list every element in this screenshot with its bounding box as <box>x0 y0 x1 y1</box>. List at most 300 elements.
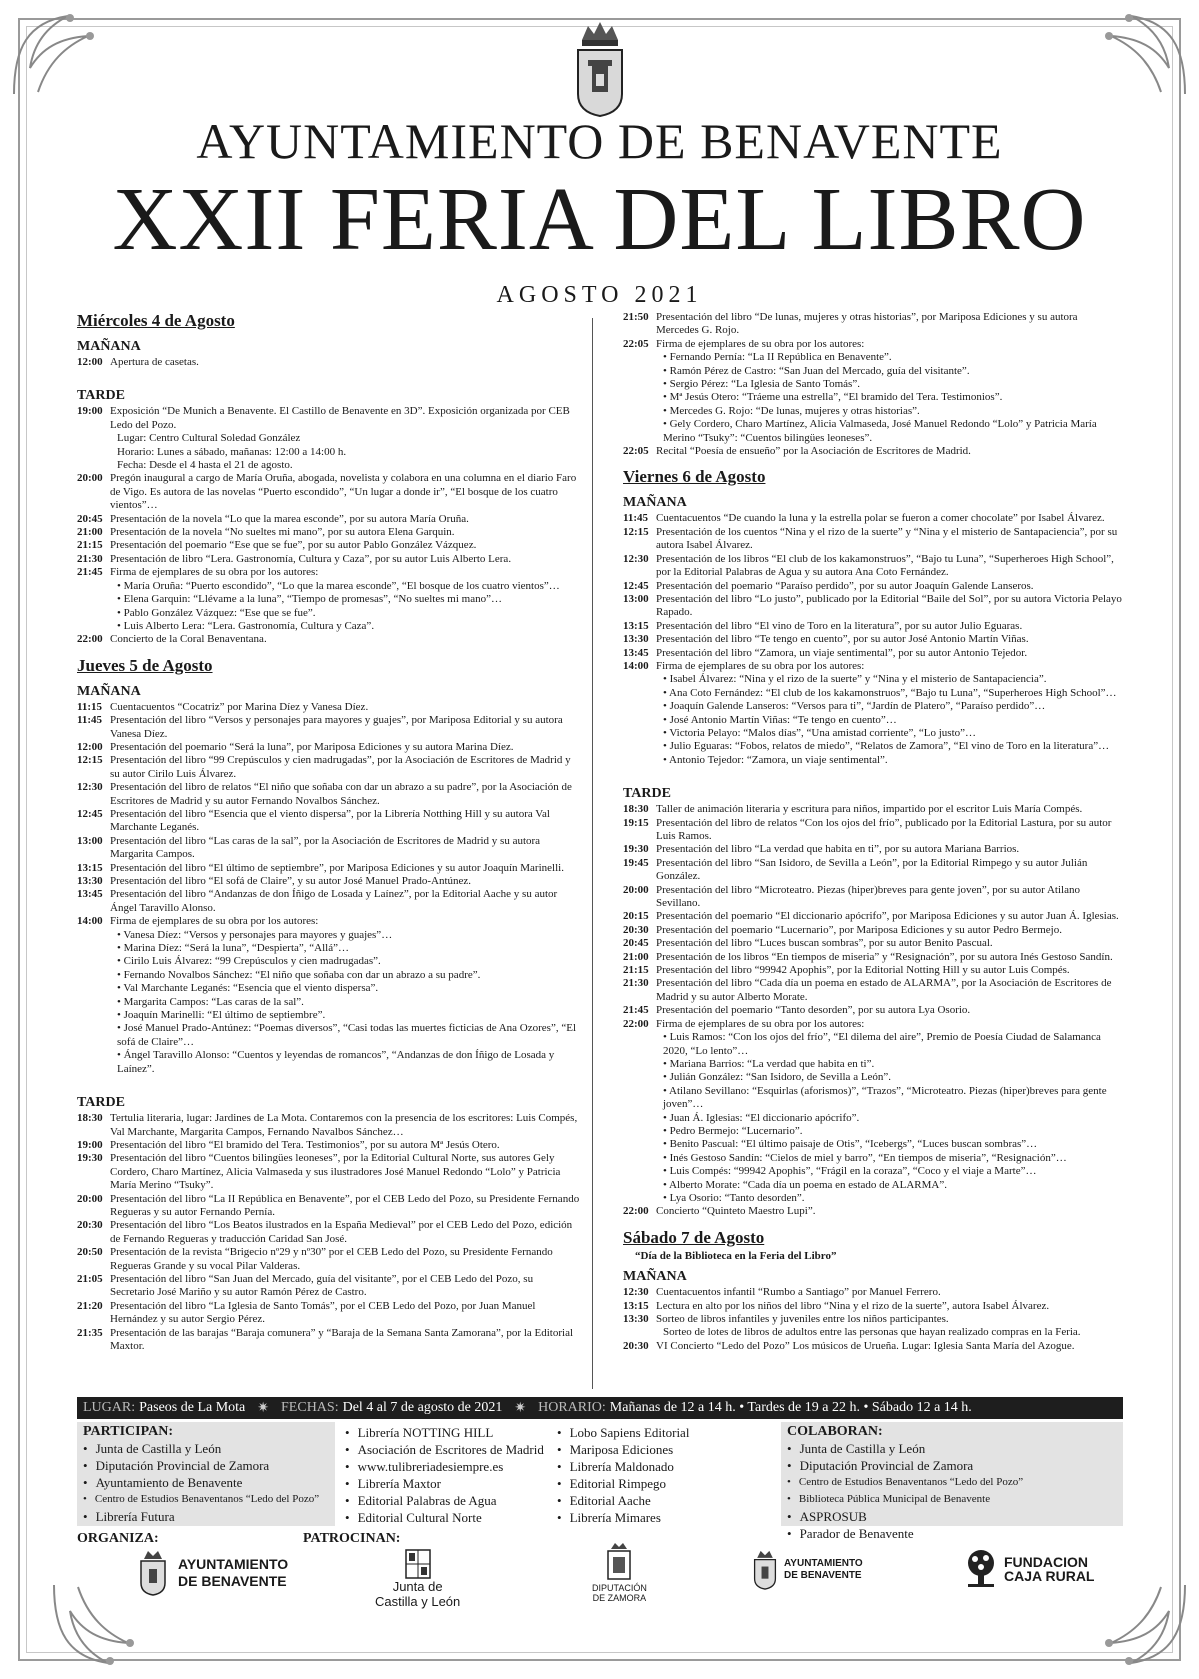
event-description: Presentación del libro “La II República en Benavente”, por el CEB Ledo del Pozo, su Presidente Fernando Regueras y su autor Fernando Pernía. <box>110 1192 580 1218</box>
logo-ayuntamiento-2 <box>752 1549 863 1591</box>
partner-item: • Librería NOTTING HILL <box>345 1424 545 1441</box>
event-time: 20:30 <box>623 1339 649 1352</box>
event-detail: Lugar: Centro Cultural Soledad González <box>117 432 301 445</box>
event-description: Presentación del poemario “Lucernario”, por Mariposa Ediciones y su autor Pedro Bermejo. <box>656 923 1062 936</box>
event-time: 21:15 <box>77 539 103 552</box>
event-description: Presentación del libro “Los Beatos ilustrados en la España Medieval” por el CEB Ledo del Pozo, edición de Fernando Regueras y traducción Caridad San José. <box>110 1219 573 1245</box>
event-row <box>623 1004 1123 1017</box>
signing-author-item: • Marina Díez: “Será la luna”, “Despierta”, “Allá”… <box>117 942 349 955</box>
day-heading: Jueves 5 de Agosto <box>77 655 213 675</box>
event-row <box>623 951 1123 964</box>
event-row <box>623 647 1123 660</box>
event-row <box>623 843 1123 856</box>
event-time: 19:30 <box>623 843 649 856</box>
section-heading: MAÑANA <box>623 495 687 511</box>
event-description: Presentación de los cuentos “Nina y el rizo de la suerte” y “Nina y el misterio de Santapaciencia”, por su autora Isabel Álvarez. <box>656 525 1118 552</box>
partner-item: • Junta de Castilla y León <box>787 1440 1117 1457</box>
event-description: Presentación del libro “El bramido del Tera. Testimonios”, por su autora Mª Jesús Otero. <box>110 1138 500 1151</box>
place-label: LUGAR: <box>83 1400 136 1415</box>
signing-author-item: • José Antonio Martín Viñas: “Te tengo en cuento”… <box>663 713 897 726</box>
event-list <box>623 1286 1123 1353</box>
signing-author-item: • Ángel Taravillo Alonso: “Cuentos y leyendas de romancos”, “Andanzas de don Íñigo de Losada y Laínez”. <box>117 1049 555 1075</box>
event-row <box>623 1313 1123 1326</box>
event-time: 12:00 <box>77 356 103 368</box>
signing-author-item: • Juan Á. Iglesias: “El diccionario apócrifo”. <box>663 1111 860 1124</box>
partner-item: • Parador de Benavente <box>787 1525 1117 1542</box>
signing-author-item: • Lya Osorio: “Tanto desorden”. <box>663 1191 805 1204</box>
event-row <box>77 553 580 566</box>
event-row <box>77 539 580 552</box>
signing-author-item: • Pablo González Vázquez: “Ese que se fue”. <box>117 606 316 619</box>
signing-author-item: • Vanesa Díez: “Versos y personajes para mayores y guajes”… <box>117 928 393 941</box>
event-row <box>77 741 580 754</box>
event-description: Cuentacuentos “Cocatriz” por Marina Díez y Vanesa Díez. <box>110 700 369 713</box>
event-row <box>77 1273 580 1300</box>
logo-text: DIPUTACIÓN <box>592 1583 647 1593</box>
event-row <box>77 1193 580 1220</box>
event-row <box>623 660 1123 673</box>
event-description: Presentación del poemario “Será la luna”, por Mariposa Ediciones y su autora Marina Díez. <box>110 740 514 753</box>
event-row <box>77 754 580 781</box>
collaborator-items <box>787 1440 1117 1542</box>
coat-of-arms-icon <box>570 12 630 120</box>
event-row <box>623 593 1123 620</box>
event-time: 20:00 <box>77 472 103 485</box>
logo-text: AYUNTAMIENTO <box>784 1558 863 1569</box>
tree-icon <box>962 1549 1000 1589</box>
event-description: Presentación del libro “La verdad que habita en ti”, por su autora Mariana Barrios. <box>656 843 1020 856</box>
dates-value: Del 4 al 7 de agosto de 2021 <box>342 1400 503 1415</box>
logo-text: DE BENAVENTE <box>178 1573 287 1589</box>
logo-text: AYUNTAMIENTO <box>178 1556 289 1572</box>
logo-diputacion <box>592 1541 647 1603</box>
participants-list <box>345 1422 545 1526</box>
signing-author-item: • Atilano Sevillano: “Esquirlas (aforismos)”, “Trazos”, “Microteatro. Piezas (hiper)breves para gente joven”… <box>663 1084 1107 1111</box>
signing-author-item: • Julián González: “San Isidoro, de Sevilla a León”. <box>663 1071 892 1084</box>
event-description: Presentación del libro de relatos “El niño que soñaba con dar un abrazo a su padre”, por la Asociación de Escritores de Madrid y su autor Fernando Novalbos Sánchez. <box>110 781 572 807</box>
event-description: Presentación del libro “Lo justo”, publicado por la Editorial “Baile del Sol”, por su autora Victoria Pelayo Rapado. <box>656 592 1122 619</box>
signing-author-item: • Isabel Álvarez: “Nina y el rizo de la suerte” y “Nina y el misterio de Santapaciencia”. <box>663 673 1047 686</box>
event-row <box>623 977 1123 1004</box>
event-row <box>77 915 580 928</box>
partner-item: • Mariposa Ediciones <box>557 1441 757 1458</box>
event-row <box>77 835 580 862</box>
ornament-corner-icon <box>8 1579 140 1671</box>
signing-author-item: • Mercedes G. Rojo: “De lunas, mujeres y otras historias”. <box>663 404 920 417</box>
event-description: Tertulia literaria, lugar: Jardines de La Mota. Contaremos con la presencia de los escritores: Luis Compés, Val Marchante, Margarita Campos, Fernando Navalbos Sánchez… <box>110 1112 578 1138</box>
event-time: 12:15 <box>77 754 103 767</box>
event-description: Presentación de los libros “El club de los kakamonstruos”, “Bajo tu Luna”, “Superheroes High School”, por la Editorial Palabras de Agua y su autora Ana Coto Fernández. <box>656 552 1114 579</box>
event-time: 13:30 <box>623 633 649 646</box>
event-time: 11:15 <box>77 700 103 713</box>
event-detail: Horario: Lunes a sábado, mañanas: 12:00 a 14:00 h. <box>117 445 347 458</box>
event-time: 20:50 <box>77 1246 103 1259</box>
event-time: 20:00 <box>623 883 649 896</box>
event-description: Presentación del libro “Cuentos bilingües leoneses”, por la Editorial Cultural Norte, sus autores Gely Cordero, Charo Martínez, Alicia Valmaseda y sus ilustradores José Manuel Redondo “Lolo” y Patricia María Merino “Tsuky”. <box>110 1152 561 1192</box>
signing-author-item: • José Manuel Prado-Antúnez: “Poemas diversos”, “Casi todas las muertes ficticias de Ana Ozores”, “El sofá de Claire”… <box>117 1022 576 1048</box>
event-time: 22:05 <box>623 337 649 350</box>
event-time: 21:45 <box>77 566 103 579</box>
event-time: 13:15 <box>623 619 649 632</box>
event-row <box>77 888 580 915</box>
partner-item: • Ayuntamiento de Benavente <box>83 1474 329 1491</box>
event-description: Presentación de libro “Lera. Gastronomía, Cultura y Caza”, por su autor Luis Alberto Lera. <box>110 552 512 565</box>
collaborators-list <box>781 1422 1123 1541</box>
partner-item: • Librería Futura <box>83 1508 329 1525</box>
event-row <box>623 817 1123 844</box>
event-row <box>623 910 1123 923</box>
signing-author-item: • Gely Cordero, Charo Martínez, Alicia Valmaseda, José Manuel Redondo “Lolo” y Patricia María Merino “Tsuky”: “Cuentos bilingües leoneses”. <box>663 418 1097 444</box>
column-divider <box>592 318 593 1389</box>
signing-author-item: • Cirilo Luis Álvarez: “99 Crepúsculos y cien madrugadas”. <box>117 955 381 968</box>
ornament-corner-icon <box>1099 8 1191 100</box>
partner-item: • Centro de Estudios Benaventanos “Ledo del Pozo” <box>83 1491 329 1508</box>
event-description: Lectura en alto por los niños del libro “Nina y el rizo de la suerte”, autora Isabel Álvarez. <box>656 1299 1050 1312</box>
signing-author-item: • Sergio Pérez: “La Iglesia de Santo Tomás”. <box>663 378 860 391</box>
event-time: 19:30 <box>77 1152 103 1165</box>
event-time: 13:00 <box>77 834 103 847</box>
partner-item: • Biblioteca Pública Municipal de Benavente <box>787 1491 1117 1508</box>
star-icon: ✷ <box>514 1400 527 1416</box>
event-time: 21:30 <box>623 977 649 990</box>
event-row <box>77 513 580 526</box>
partner-item: • Editorial Aache <box>557 1492 757 1509</box>
section-heading: MAÑANA <box>77 339 141 354</box>
event-description: Presentación del libro “Cada día un poema en estado de ALARMA”, por la Asociación de Escritores de Madrid y su autor Alberto Morate. <box>656 977 1112 1003</box>
event-time: 13:45 <box>623 646 649 659</box>
signing-author-item: • Joaquín Marinelli: “El último de septiembre”. <box>117 1009 326 1022</box>
day-subtitle: “Día de la Biblioteca en la Feria del Libro” <box>635 1249 837 1262</box>
event-time: 21:05 <box>77 1272 103 1285</box>
event-description: Presentación de la novela “Lo que la marea esconde”, por su autora María Oruña. <box>110 512 469 525</box>
event-row <box>623 445 1123 458</box>
event-time: 21:15 <box>623 964 649 977</box>
event-time: 21:20 <box>77 1299 103 1312</box>
event-row <box>623 553 1123 580</box>
day-heading: Sábado 7 de Agosto <box>623 1227 765 1247</box>
partner-item: • Asociación de Escritores de Madrid <box>345 1441 545 1458</box>
event-description: Presentación del libro “San Juan del Mercado, guía del visitante”, por el CEB Ledo del Pozo, su Secretario José Mariño y su autor Ramón Pérez de Castro. <box>110 1272 534 1299</box>
section-heading: MAÑANA <box>623 1269 687 1285</box>
dates-label: FECHAS: <box>281 1400 339 1415</box>
event-list <box>77 1112 580 1353</box>
event-description: Presentación del libro “El sofá de Claire”, y su autor José Manuel Prado-Antúnez. <box>110 875 472 887</box>
event-description: Sorteo de libros infantiles y juveniles entre los niños participantes. <box>656 1313 949 1325</box>
event-time: 19:00 <box>77 1138 103 1151</box>
star-icon: ✷ <box>257 1400 270 1416</box>
event-time: 20:45 <box>623 937 649 950</box>
event-time: 22:05 <box>623 445 649 458</box>
partner-item: • Lobo Sapiens Editorial <box>557 1424 757 1441</box>
event-detail: Sorteo de lotes de libros de adultos entre las personas que hayan realizado compras en la Feria. <box>663 1326 1081 1339</box>
event-description: Concierto de la Coral Benaventana. <box>110 633 267 646</box>
event-time: 19:00 <box>77 405 103 418</box>
event-description: Presentación del libro “De lunas, mujeres y otras historias”, por Mariposa Ediciones y su autora Mercedes G. Rojo. <box>656 311 1078 337</box>
partner-item: • Editorial Palabras de Agua <box>345 1492 545 1509</box>
partner-item: • Librería Maldonado <box>557 1458 757 1475</box>
partner-item: • ASPROSUB <box>787 1508 1117 1525</box>
signing-author-item: • Benito Pascual: “El último paisaje de Otis”, “Icebergs”, “Luces buscan sombras”… <box>663 1138 1038 1151</box>
event-time: 21:00 <box>77 526 103 539</box>
event-time: 13:30 <box>623 1313 649 1325</box>
section-heading: MAÑANA <box>77 683 141 699</box>
event-row <box>77 714 580 741</box>
event-time: 21:30 <box>77 552 103 565</box>
event-description: Presentación del libro “99 Crepúsculos y cien madrugadas”, por la Asociación de Escritores de Madrid y su autor Cirilo Luis Álvarez. <box>110 754 571 780</box>
event-description: Presentación del libro “La Iglesia de Santo Tomás”, por el CEB Ledo del Pozo, por Juan Manuel Hernández y su autor Sergio Pérez. <box>110 1299 536 1326</box>
event-time: 11:45 <box>623 512 649 525</box>
participants-title: PARTICIPAN: <box>83 1424 173 1439</box>
event-row <box>623 338 1123 351</box>
event-time: 13:00 <box>623 592 649 605</box>
event-row <box>623 1018 1123 1031</box>
section-heading: TARDE <box>77 1095 125 1111</box>
signing-author-item: • Inés Gestoso Sandín: “Cielos de miel y barro”, “En tiempos de miseria”, “Resignación”… <box>663 1151 1067 1164</box>
event-time: 20:30 <box>623 923 649 936</box>
event-row <box>77 1300 580 1327</box>
event-description: Recital “Poesía de ensueño” por la Asociación de Escritores de Madrid. <box>656 445 971 458</box>
event-row <box>623 311 1123 338</box>
event-row <box>623 526 1123 553</box>
event-row <box>623 580 1123 593</box>
event-row <box>77 472 580 512</box>
participants-list <box>557 1422 757 1526</box>
event-description: Presentación del libro “99942 Apophis”, por la Editorial Notting Hill y su autor Luis Compés. <box>656 964 1070 977</box>
signing-author-item: • Luis Alberto Lera: “Lera. Gastronomía, Cultura y Caza”. <box>117 619 375 632</box>
event-time: 14:00 <box>623 659 649 672</box>
ornament-corner-icon <box>8 8 100 100</box>
partner-item: • Editorial Rimpego <box>557 1475 757 1492</box>
event-time: 21:00 <box>623 950 649 963</box>
event-description: Presentación del libro “San Isidoro, de Sevilla a León”, por la Editorial Rimpego y su autor Julián González. <box>656 856 1088 883</box>
event-description: Presentación del libro de relatos “Con los ojos del frío”, publicado por la Editorial Lastura, por su autor Luis Ramos. <box>656 816 1112 842</box>
partner-item: • Librería Maxtor <box>345 1475 545 1492</box>
event-time: 22:00 <box>623 1017 649 1030</box>
info-bar <box>77 1397 1123 1419</box>
event-time: 22:00 <box>623 1205 649 1218</box>
event-time: 13:15 <box>623 1299 649 1312</box>
event-detail: Fecha: Desde el 4 hasta el 21 de agosto. <box>117 459 293 472</box>
section-heading: TARDE <box>623 786 671 802</box>
logo-text: FUNDACION <box>1004 1554 1088 1570</box>
logo-text: Castilla y León <box>375 1594 461 1609</box>
event-description: Presentación de la novela “No sueltes mi mano”, por su autora Elena Garquin. <box>110 526 455 539</box>
event-row <box>77 1219 580 1246</box>
event-description: Firma de ejemplares de su obra por los autores: <box>110 915 319 928</box>
event-row <box>77 633 580 646</box>
event-row <box>77 875 580 888</box>
event-row <box>623 1286 1123 1299</box>
event-description: Taller de animación literaria y escritura para niños, impartido por el escritor Luis María Compés. <box>656 803 1083 816</box>
partner-item: • Centro de Estudios Benaventanos “Ledo del Pozo” <box>787 1474 1117 1491</box>
signing-author-item: • Luis Ramos: “Con los ojos del frío”, “El dilema del aire”, Premio de Poesía Ciudad de Salamanca 2020, “Lo lento”… <box>663 1031 1101 1057</box>
schedule-value: Mañanas de 12 a 14 h. • Tardes de 19 a 22 h. • Sábado 12 a 14 h. <box>609 1400 972 1415</box>
event-time: 11:45 <box>77 714 103 727</box>
event-description: Firma de ejemplares de su obra por los autores: <box>656 659 865 672</box>
event-row <box>623 964 1123 977</box>
event-row <box>77 566 580 579</box>
schedule-label: HORARIO: <box>538 1400 606 1415</box>
event-row <box>77 1246 580 1273</box>
logo-junta <box>375 1549 460 1609</box>
event-description: Exposición “De Munich a Benavente. El Castillo de Benavente en 3D”. Exposición organizada por CEB Ledo del Pozo. <box>110 405 570 431</box>
participants-list <box>77 1422 335 1526</box>
event-row <box>623 857 1123 884</box>
signing-author-item: • Alberto Morate: “Cada día un poema en estado de ALARMA”. <box>663 1178 947 1191</box>
signing-author-item: • Elena Garquin: “Llévame a la luna”, “Tiempo de promesas”, “No sueltes mi mano”… <box>117 593 502 606</box>
event-list <box>77 405 580 646</box>
event-time: 13:30 <box>77 875 103 887</box>
partner-item: • Librería Mimares <box>557 1509 757 1526</box>
event-row <box>623 633 1123 646</box>
event-row <box>77 808 580 835</box>
logo-text: DE ZAMORA <box>592 1593 647 1603</box>
event-list <box>623 311 1123 458</box>
signing-author-item: • Val Marchante Leganés: “Esencia que el viento dispersa”. <box>117 982 379 995</box>
event-time: 13:15 <box>77 861 103 874</box>
signing-author-item: • Mª Jesús Otero: “Tráeme una estrella”, “El bramido del Tera. Testimonios”. <box>663 391 1003 404</box>
logo-text: CAJA RURAL <box>1004 1568 1095 1584</box>
event-description: Presentación del libro “El último de septiembre”, por Mariposa Ediciones y su autor Joaquín Marinelli. <box>110 861 564 874</box>
event-description: Presentación del poemario “Tanto desorden”, por su autora Lya Osorio. <box>656 1004 971 1017</box>
event-description: Concierto “Quinteto Maestro Lupi”. <box>656 1205 816 1218</box>
event-row <box>77 1152 580 1192</box>
event-row <box>623 620 1123 633</box>
event-row <box>77 1327 580 1354</box>
event-description: Presentación del libro “El vino de Toro en la literatura”, por su autor Julio Eguaras. <box>656 619 1023 632</box>
event-time: 12:30 <box>623 552 649 565</box>
event-description: Presentación del poemario “Paraíso perdido”, por su autor Joaquín Galende Lanseros. <box>656 579 1034 592</box>
event-time: 12:30 <box>77 781 103 794</box>
logo-text: DE BENAVENTE <box>784 1570 862 1581</box>
event-time: 20:45 <box>77 512 103 525</box>
sponsors-label: PATROCINAN: <box>303 1531 401 1546</box>
event-row <box>77 862 580 875</box>
event-time: 20:30 <box>77 1219 103 1232</box>
event-time: 12:30 <box>623 1286 649 1299</box>
signing-author-item: • María Oruña: “Puerto escondido”, “Lo que la marea esconde”, “El bosque de los cuatro vientos”… <box>117 579 560 592</box>
event-row <box>623 512 1123 525</box>
partner-item: • Diputación Provincial de Zamora <box>787 1457 1117 1474</box>
event-description: Pregón inaugural a cargo de María Oruña, abogada, novelista y colabora en una columna en el diario Faro de Vigo. Es autora de las novelas “Puerto escondido”, “Un lugar a donde ir”, “El bosque de los cuatro vientos”… <box>110 472 577 512</box>
signing-author-item: • Victoria Pelayo: “Malos días”, “Una amistad corriente”, “Lo justo”… <box>663 726 977 739</box>
signing-author-item: • Fernando Novalbos Sánchez: “El niño que soñaba con dar un abrazo a su padre”. <box>117 968 481 981</box>
signing-author-item: • Pedro Bermejo: “Lucernario”. <box>663 1124 803 1137</box>
page-title: XXII FERIA DEL LIBRO <box>112 170 1087 269</box>
event-time: 12:15 <box>623 525 649 538</box>
event-list <box>623 512 1123 767</box>
day-heading: Viernes 6 de Agosto <box>623 467 766 487</box>
place-value: Paseos de La Mota <box>139 1400 246 1415</box>
logo-text: Junta de <box>392 1579 443 1594</box>
event-description: Firma de ejemplares de su obra por los autores: <box>656 337 865 350</box>
event-time: 21:50 <box>623 311 649 323</box>
signing-author-item: • Luis Compés: “99942 Apophis”, “Frágil en la coraza”, “Coco y el viaje a Marte”… <box>663 1165 1037 1178</box>
event-row <box>77 781 580 808</box>
logo-fundacion-caja-rural <box>962 1549 1094 1589</box>
event-row <box>623 803 1123 816</box>
collaborators-title: COLABORAN: <box>787 1424 883 1439</box>
event-list <box>623 803 1123 1219</box>
event-description: Presentación del libro “Te tengo en cuento”, por su autor José Antonio Martín Viñas. <box>656 633 1029 646</box>
event-description: Firma de ejemplares de su obra por los autores: <box>656 1017 865 1030</box>
event-description: Presentación del libro “Luces buscan sombras”, por su autor Benito Pascual. <box>656 937 993 950</box>
event-description: Presentación de los libros “En tiempos de miseria” y “Resignación”, por su autora Inés Gestoso Sandín. <box>656 950 1113 963</box>
event-list <box>77 701 580 1076</box>
signing-author-item: • Antonio Tejedor: “Zamora, un viaje sentimental”. <box>663 753 888 766</box>
coat-of-arms-icon <box>752 1549 778 1591</box>
date-subtitle: AGOSTO 2021 <box>496 282 703 308</box>
signing-author-item: • Ana Coto Fernández: “El club de los kakamonstruos”, “Bajo tu Luna”, “Superheroes High School”… <box>663 686 1117 699</box>
event-description: Presentación del poemario “El diccionario apócrifo”, por Mariposa Ediciones y su autor Juan Á. Iglesias. <box>656 910 1119 923</box>
event-time: 18:30 <box>623 803 649 816</box>
event-description: Firma de ejemplares de su obra por los autores: <box>110 566 319 579</box>
program-right-column <box>623 311 1123 1353</box>
day-heading: Miércoles 4 de Agosto <box>77 311 235 330</box>
event-description: Cuentacuentos “De cuando la luna y la estrella polar se fueron a comer chocolate” por Isabel Álvarez. <box>656 512 1105 525</box>
event-time: 13:45 <box>77 888 103 901</box>
partner-item: • www.tulibreriadesiempre.es <box>345 1458 545 1475</box>
event-row <box>77 1112 580 1139</box>
event-row <box>77 701 580 714</box>
event-time: 14:00 <box>77 915 103 928</box>
event-description: Presentación del libro “Zamora, un viaje sentimental”, por su autor Antonio Tejedor. <box>656 646 1028 659</box>
partner-item: • Diputación Provincial de Zamora <box>83 1457 329 1474</box>
council-heading: AYUNTAMIENTO DE BENAVENTE <box>196 113 1003 169</box>
program-left-column <box>77 311 580 1353</box>
signing-author-item: • Joaquín Galende Lanseros: “Versos para ti”, “Jardín de Platero”, “Paraíso perdido”… <box>663 700 1046 713</box>
junta-emblem-icon <box>405 1549 431 1579</box>
event-row <box>623 1300 1123 1313</box>
event-description: VI Concierto “Ledo del Pozo” Los músicos de Urueña. Lugar: Iglesia Santa María del Azogue. <box>656 1339 1075 1352</box>
event-time: 20:15 <box>623 910 649 923</box>
event-description: Presentación del libro “Las caras de la sal”, por la Asociación de Escritores de Madrid y su autora Margarita Campos. <box>110 834 541 861</box>
event-row <box>77 1139 580 1152</box>
event-row <box>623 937 1123 950</box>
event-row <box>623 1340 1123 1353</box>
signing-author-item: • Ramón Pérez de Castro: “San Juan del Mercado, guía del visitante”. <box>663 364 970 377</box>
event-row <box>623 1205 1123 1218</box>
event-description: Presentación del poemario “Ese que se fue”, por su autor Pablo González Vázquez. <box>110 539 477 552</box>
section-heading: TARDE <box>77 388 125 404</box>
event-time: 19:45 <box>623 856 649 869</box>
event-time: 12:45 <box>623 579 649 592</box>
event-description: Presentación del libro “Esencia que el viento dispersa”, por la Librería Notthing Hill y su autora Val Marchante Leganés. <box>110 807 550 834</box>
event-description: Presentación de las barajas “Baraja comunera” y “Baraja de la Semana Santa Zamorana”, por la Editorial Maxtor. <box>110 1326 574 1352</box>
diputacion-emblem-icon <box>605 1541 633 1583</box>
event-time: 21:45 <box>623 1004 649 1017</box>
event-time: 18:30 <box>77 1112 103 1125</box>
ornament-corner-icon <box>1099 1579 1191 1671</box>
event-time: 19:15 <box>623 816 649 829</box>
event-description: Presentación del libro “Microteatro. Piezas (hiper)breves para gente joven”, por su autor Atilano Sevillano. <box>656 883 1080 910</box>
event-time: 12:00 <box>77 740 103 753</box>
logo-ayuntamiento <box>138 1549 288 1597</box>
event-description: Presentación de la revista “Brigecio nº29 y nº30” por el CEB Ledo del Pozo, su Presidente Fernando Regueras Grande y su vocal Pilar Valderas. <box>110 1246 553 1272</box>
participant-items <box>83 1440 329 1525</box>
event-time: 20:00 <box>77 1192 103 1205</box>
event-description: Presentación del libro “Andanzas de don Íñigo de Losada y Laínez”, por la Editorial Aache y su autor Ángel Taravillo Alonso. <box>110 888 558 914</box>
event-description: Apertura de casetas. <box>110 356 199 368</box>
event-row <box>623 924 1123 937</box>
event-row <box>623 884 1123 911</box>
signing-author-item: • Fernando Pernía: “La II República en Benavente”. <box>663 351 892 364</box>
signing-author-item: • Julio Eguaras: “Fobos, relatos de miedo”, “Relatos de Zamora”, “El vino de Toro en la literatura”… <box>663 740 1110 753</box>
event-time: 21:35 <box>77 1326 103 1339</box>
event-time: 12:45 <box>77 807 103 820</box>
partner-item: • Editorial Cultural Norte <box>345 1509 545 1526</box>
partner-item: • Junta de Castilla y León <box>83 1440 329 1457</box>
